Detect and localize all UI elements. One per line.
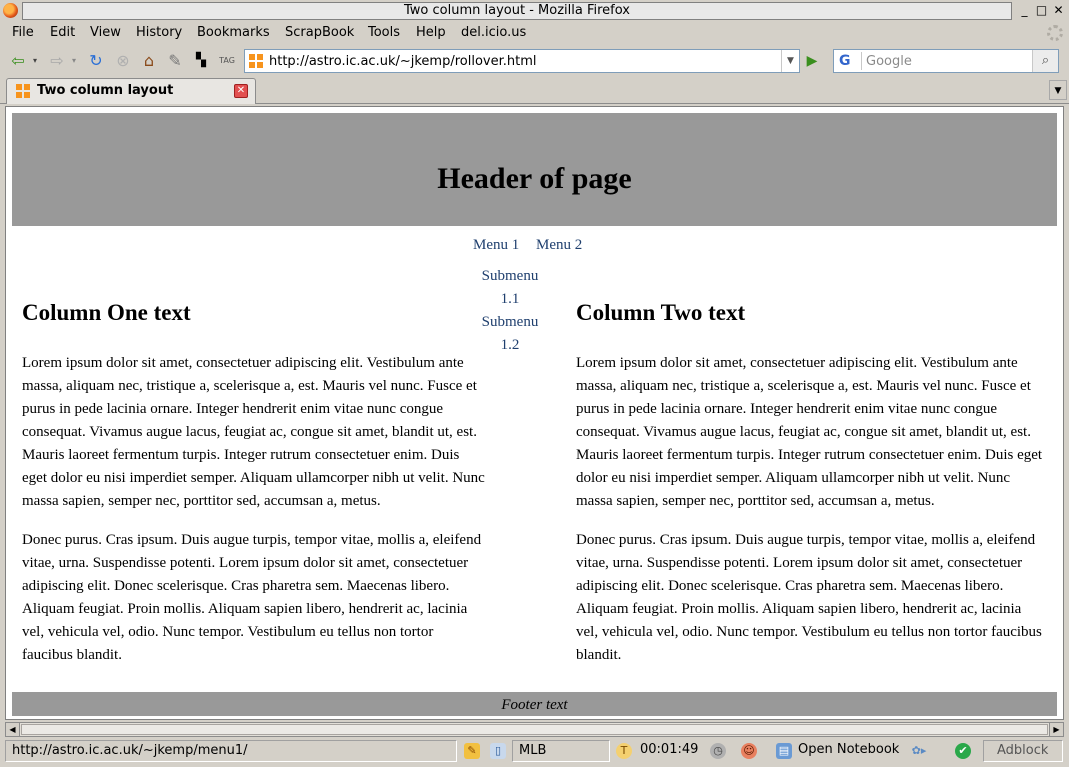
status-mlb[interactable]: MLB xyxy=(512,740,610,762)
tab-favicon-icon xyxy=(16,84,30,98)
url-history-dropdown-icon[interactable]: ▼ xyxy=(781,50,799,72)
cookie-control-icon[interactable]: ✿▸ xyxy=(911,744,927,757)
url-bar[interactable] xyxy=(244,49,800,73)
column-one-heading: Column One text xyxy=(22,300,191,325)
menu-bookmarks[interactable]: Bookmarks xyxy=(197,25,270,40)
submenu-1-2-link-line1[interactable]: Submenu xyxy=(481,314,539,330)
delicious-logo-icon[interactable]: ▚ xyxy=(196,53,206,68)
column-two-paragraph: Lorem ipsum dolor sit amet, consectetuer adipiscing elit. Vestibulum ante massa, aliquam nec, tristique a, scelerisque a, est. Mauris vel nunc. Fusce et purus in pede lacinia ornare. Integer hendrerit enim vitae nunc congue consequat. Vivamus augue lacus, feugiat ac, congue sit amet, blandit ut, est. Mauris laoreet fermentum turpis. Integer rutrum consectetuer enim. Duis eget dolor eu nisi imperdiet semper. Aliquam ullamcorper nibh ut velit. Nunc massa sapien, semper nec, porttitor sed, accumsan a, metus. xyxy=(576,355,1043,509)
firefox-icon[interactable] xyxy=(3,3,18,18)
submenu-dropdown xyxy=(470,265,550,357)
menu-bar xyxy=(0,22,1069,44)
minimize-button[interactable]: _ xyxy=(1021,3,1028,17)
open-notebook-button[interactable]: Open Notebook xyxy=(798,742,900,757)
scroll-left-arrow-icon[interactable]: ◀ xyxy=(6,723,20,736)
page-menu-1-link[interactable]: Menu 1 xyxy=(473,237,520,253)
page-menu-2-link[interactable]: Menu 2 xyxy=(536,237,583,253)
adblock-button[interactable]: Adblock xyxy=(983,740,1063,762)
submenu-1-1-link-line2[interactable]: 1.1 xyxy=(500,291,520,307)
page-viewport xyxy=(5,106,1064,720)
google-engine-icon[interactable]: G xyxy=(836,52,862,70)
menu-delicious[interactable]: del.icio.us xyxy=(461,25,527,40)
back-history-icon[interactable]: ▾ xyxy=(32,56,37,65)
close-window-button[interactable]: ✕ xyxy=(1053,3,1064,17)
status-bar xyxy=(0,739,1069,767)
monkey-icon[interactable]: ☺ xyxy=(741,743,757,759)
tab-close-icon[interactable]: ✕ xyxy=(234,84,248,98)
tab-two-column-layout[interactable] xyxy=(6,78,256,104)
submenu-1-1-link-line1[interactable]: Submenu xyxy=(481,268,539,284)
stop-icon[interactable]: ⊗ xyxy=(116,51,130,70)
delicious-bookmark-icon[interactable]: ✎ xyxy=(168,51,182,70)
back-icon[interactable]: ⇦ xyxy=(11,51,25,70)
scrollbar-thumb[interactable] xyxy=(21,724,1048,735)
notebook-icon[interactable]: ▤ xyxy=(776,743,792,759)
menu-help[interactable]: Help xyxy=(416,25,446,40)
page-header-title: Header of page xyxy=(437,162,632,195)
search-input[interactable] xyxy=(866,52,1028,70)
navigation-toolbar xyxy=(0,46,1069,76)
horizontal-scrollbar[interactable] xyxy=(5,722,1064,737)
submenu-1-2-link-line2[interactable]: 1.2 xyxy=(500,337,520,353)
search-magnifier-icon[interactable]: ⌕ xyxy=(1032,50,1058,72)
tab-strip xyxy=(0,78,1069,104)
column-two-heading: Column Two text xyxy=(576,300,746,325)
window-title: Two column layout - Mozilla Firefox xyxy=(22,2,1012,20)
tab-list-dropdown-icon[interactable]: ▼ xyxy=(1049,80,1067,100)
status-url: http://astro.ic.ac.uk/~jkemp/menu1/ xyxy=(5,740,457,762)
go-button-icon[interactable]: ▶ xyxy=(806,53,818,69)
menu-edit[interactable]: Edit xyxy=(50,25,76,40)
scrapbook-status-icon[interactable]: ✎ xyxy=(464,743,480,759)
menu-tools[interactable]: Tools xyxy=(368,25,401,40)
throbber-icon xyxy=(1047,25,1063,41)
search-bar[interactable] xyxy=(833,49,1059,73)
page-footer: Footer text xyxy=(12,692,1057,716)
tag-icon[interactable]: TAG xyxy=(219,56,235,65)
tab-label: Two column layout xyxy=(37,83,174,98)
security-check-icon[interactable]: ✔ xyxy=(955,743,971,759)
column-one-paragraph: Lorem ipsum dolor sit amet, consectetuer adipiscing elit. Vestibulum ante massa, aliquam nec, tristique a, scelerisque a, est. Mauris vel nunc. Fusce et purus in pede lacinia ornare. Integer hendrerit enim vitae nunc congue consequat. Vivamus augue lacus, feugiat ac, congue sit amet, blandit ut, est. Mauris laoreet fermentum turpis. Integer rutrum consectetuer enim. Duis eget dolor eu nisi imperdiet semper. Aliquam ullamcorper nibh ut velit. Nunc massa sapien, semper nec, porttitor sed, accumsan a, metus. xyxy=(22,355,485,509)
page-info-icon[interactable]: ▯ xyxy=(490,743,506,759)
home-icon[interactable]: ⌂ xyxy=(143,51,155,70)
reload-icon[interactable]: ↻ xyxy=(89,51,103,70)
forward-history-icon[interactable]: ▾ xyxy=(71,56,76,65)
scroll-right-arrow-icon[interactable]: ▶ xyxy=(1049,723,1063,736)
menu-file[interactable]: File xyxy=(12,25,34,40)
menu-history[interactable]: History xyxy=(136,25,183,40)
forward-icon[interactable]: ⇨ xyxy=(50,51,64,70)
page-header xyxy=(12,113,1057,226)
site-favicon-icon xyxy=(249,54,263,68)
status-timer: 00:01:49 xyxy=(640,742,699,757)
menu-scrapbook[interactable]: ScrapBook xyxy=(285,25,355,40)
menu-view[interactable]: View xyxy=(90,25,121,40)
window-titlebar xyxy=(0,0,1069,22)
url-input[interactable] xyxy=(269,52,769,70)
timer-icon[interactable]: T xyxy=(616,743,632,759)
column-two-paragraph: Donec purus. Cras ipsum. Duis augue turpis, tempor vitae, mollis a, eleifend vitae, urna. Suspendisse potenti. Lorem ipsum dolor sit amet, consectetuer adipiscing elit. Donec scelerisque. Cras pharetra sem. Maecenas libero. Aliquam feugiat. Proin mollis. Aliquam sapien libero, hendrerit ac, lacinia vel, vehicula vel, odio. Nunc tempor. Vestibulum eu tellus non tortor faucibus blandit. xyxy=(576,532,1042,663)
column-one-paragraph: Donec purus. Cras ipsum. Duis augue turpis, tempor vitae, mollis a, eleifend vitae, urna. Suspendisse potenti. Lorem ipsum dolor sit amet, consectetuer adipiscing elit. Donec scelerisque. Cras pharetra sem. Maecenas libero. Aliquam feugiat. Proin mollis. Aliquam sapien libero, hendrerit ac, lacinia vel, vehicula vel, odio. Nunc tempor. Vestibulum eu tellus non tortor faucibus blandit. xyxy=(22,532,482,663)
clock-icon[interactable]: ◷ xyxy=(710,743,726,759)
maximize-button[interactable]: □ xyxy=(1035,3,1048,17)
